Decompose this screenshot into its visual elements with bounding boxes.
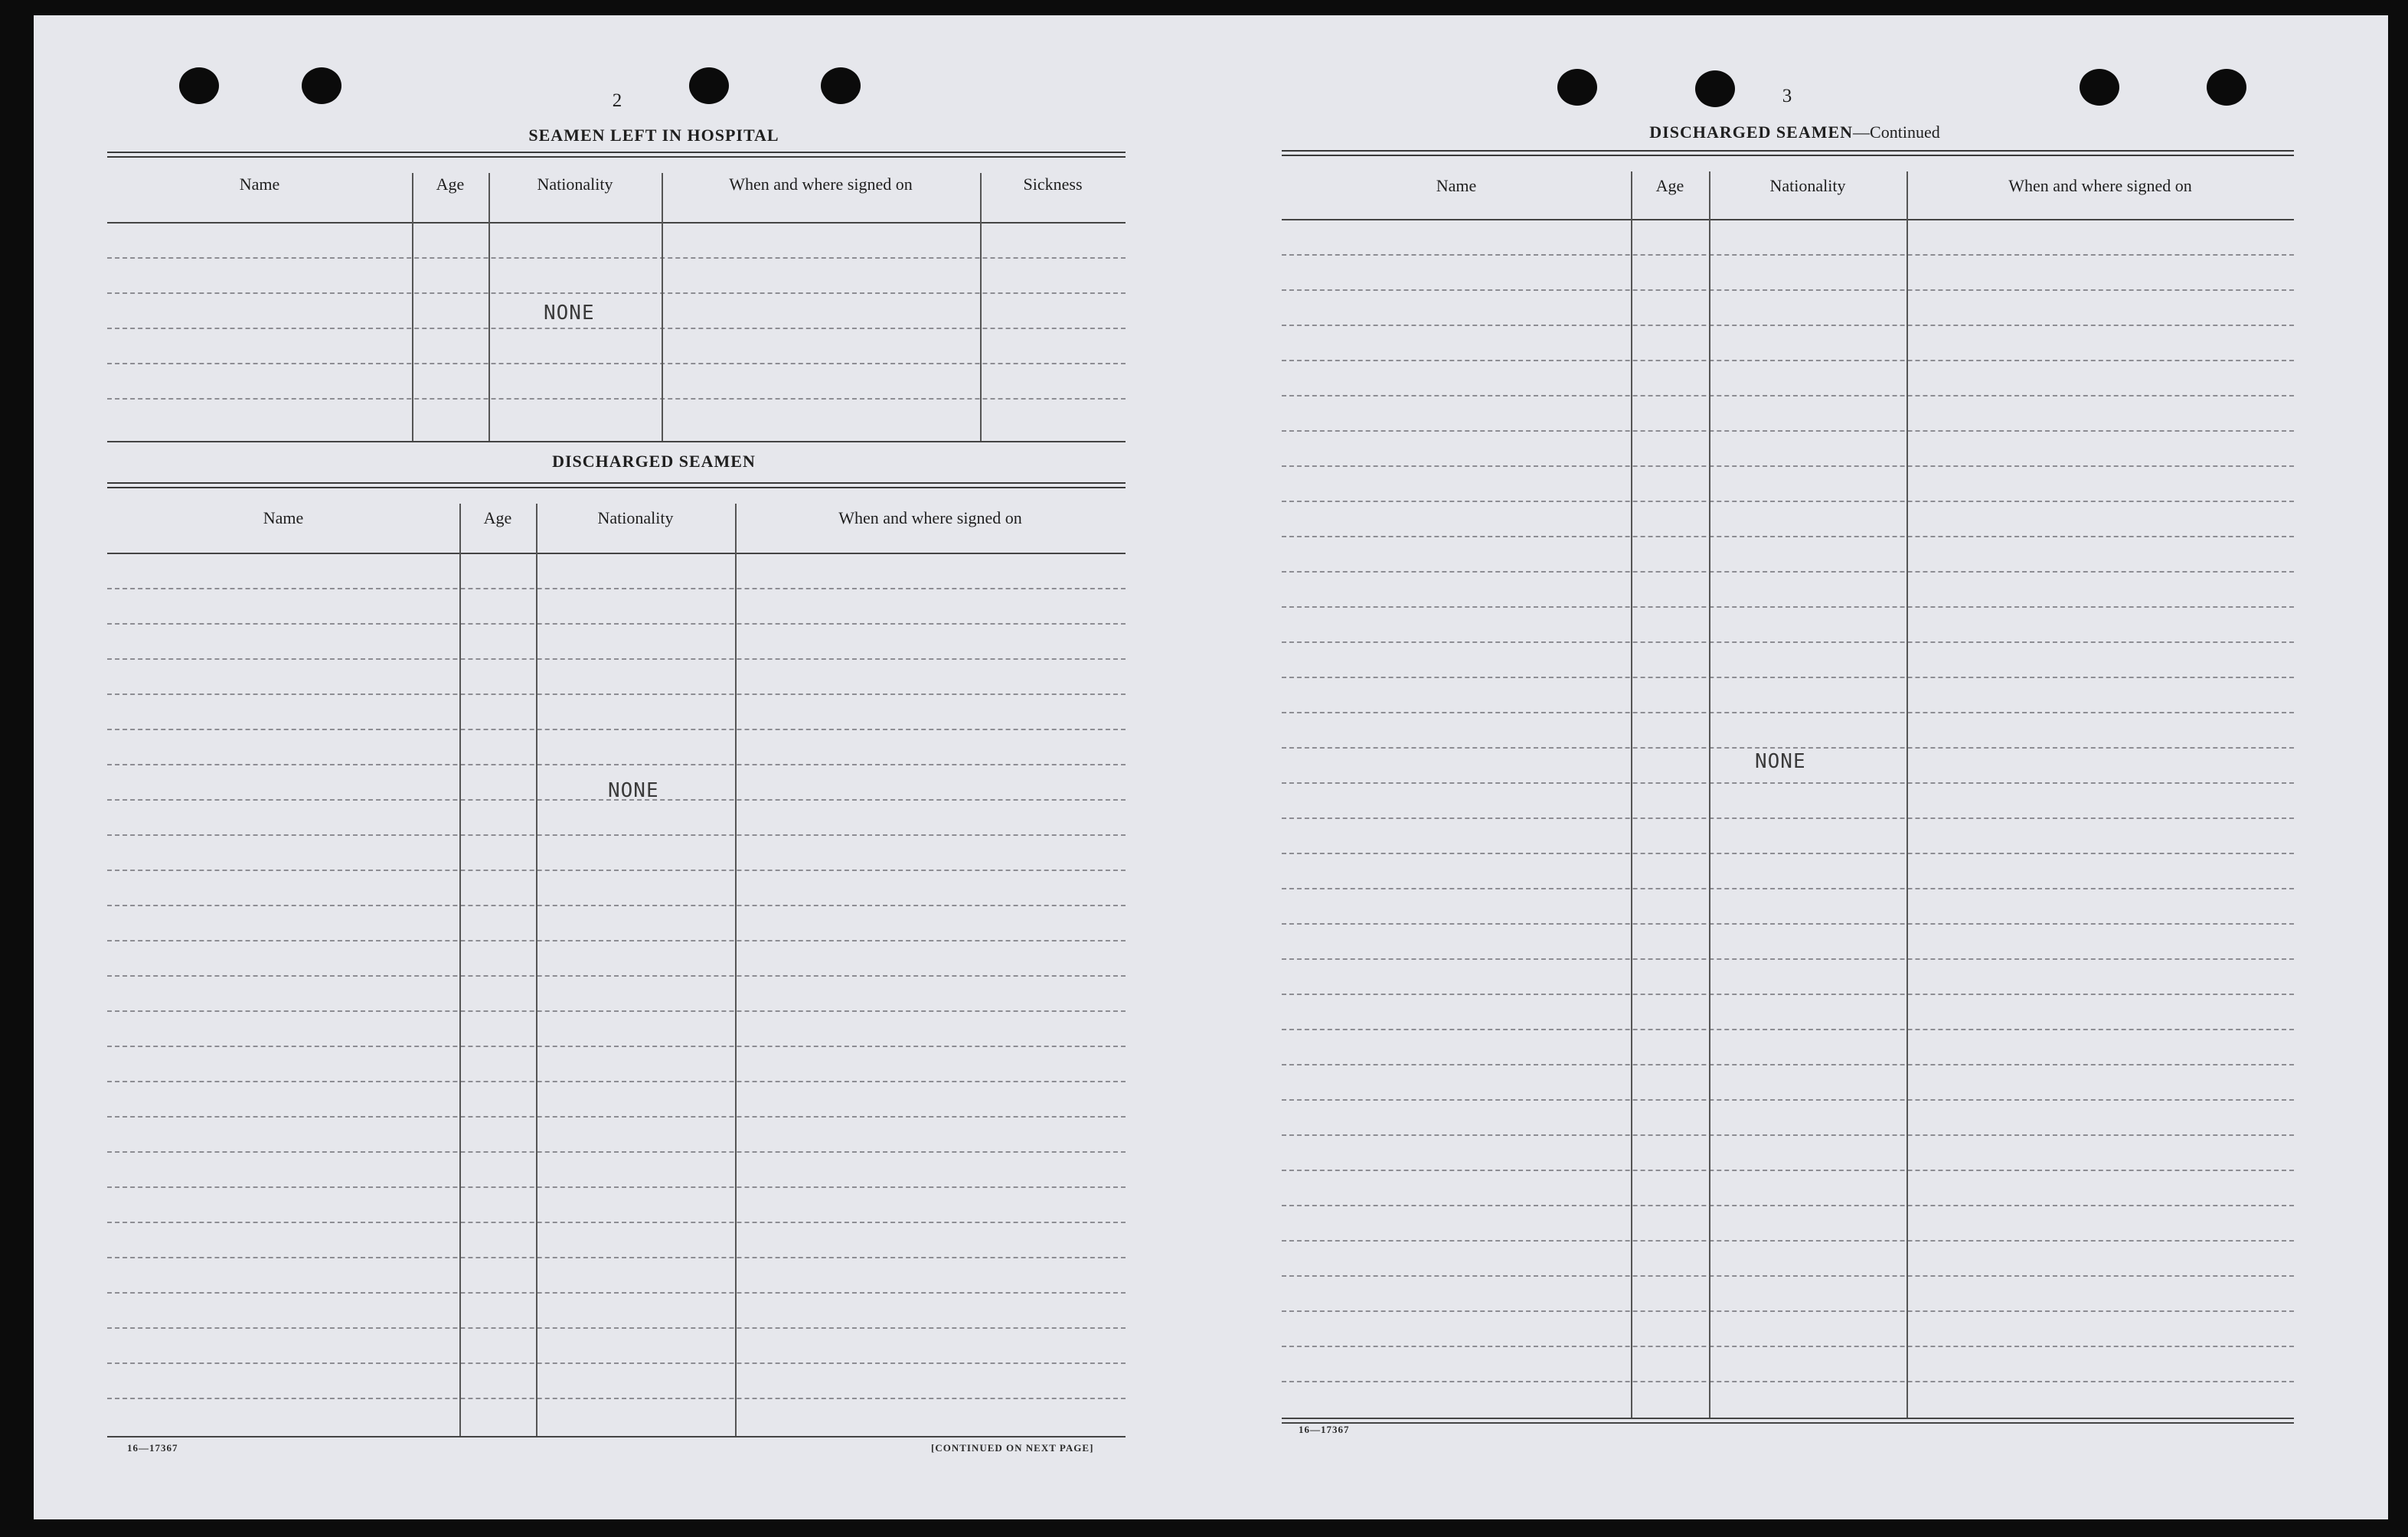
form-number-right: 16—17367: [1299, 1424, 1350, 1435]
discharged-table-right: [1282, 150, 2294, 1436]
hospital-col-sickness: Sickness: [1023, 175, 1083, 194]
discharged-entry-right: NONE: [1755, 750, 1806, 773]
right-col-age: Age: [1655, 176, 1684, 195]
discharged-col-nationality: Nationality: [597, 508, 674, 527]
punch-hole: [1557, 69, 1597, 106]
right-col-nationality: Nationality: [1769, 176, 1846, 195]
discharged-table-left: [107, 482, 1126, 1447]
hospital-col-age: Age: [436, 175, 465, 194]
hospital-col-signed-on: When and where signed on: [729, 175, 913, 194]
punch-hole: [821, 67, 861, 104]
page-number-left: 2: [612, 90, 622, 111]
page-number-right: 3: [1782, 86, 1792, 106]
discharged-col-signed-on: When and where signed on: [838, 508, 1022, 527]
discharged-continued-title: [1534, 122, 2055, 142]
continued-note: [CONTINUED ON NEXT PAGE]: [931, 1442, 1094, 1454]
hospital-entry: NONE: [544, 302, 595, 325]
punch-hole: [2207, 69, 2246, 106]
discharged-col-age: Age: [483, 508, 512, 527]
punch-hole: [179, 67, 219, 104]
hospital-table: [107, 152, 1126, 445]
discharged-col-name: Name: [263, 508, 304, 527]
discharged-continued-title-main: DISCHARGED SEAMEN: [1649, 122, 1854, 142]
punch-hole: [1695, 70, 1735, 107]
punch-hole: [2080, 69, 2119, 106]
hospital-section-title: SEAMEN LEFT IN HOSPITAL: [528, 126, 779, 145]
punch-hole: [302, 67, 341, 104]
punch-hole: [689, 67, 729, 104]
discharged-section-title: DISCHARGED SEAMEN: [552, 452, 756, 471]
right-col-name: Name: [1436, 176, 1477, 195]
form-number-left: 16—17367: [127, 1442, 178, 1454]
hospital-col-nationality: Nationality: [537, 175, 613, 194]
right-col-signed-on: When and where signed on: [2008, 176, 2192, 195]
form-sheet: [34, 15, 2388, 1519]
discharged-continued-suffix: —Continued: [1853, 122, 1940, 142]
hospital-col-name: Name: [239, 175, 280, 194]
discharged-entry-left: NONE: [608, 779, 659, 802]
